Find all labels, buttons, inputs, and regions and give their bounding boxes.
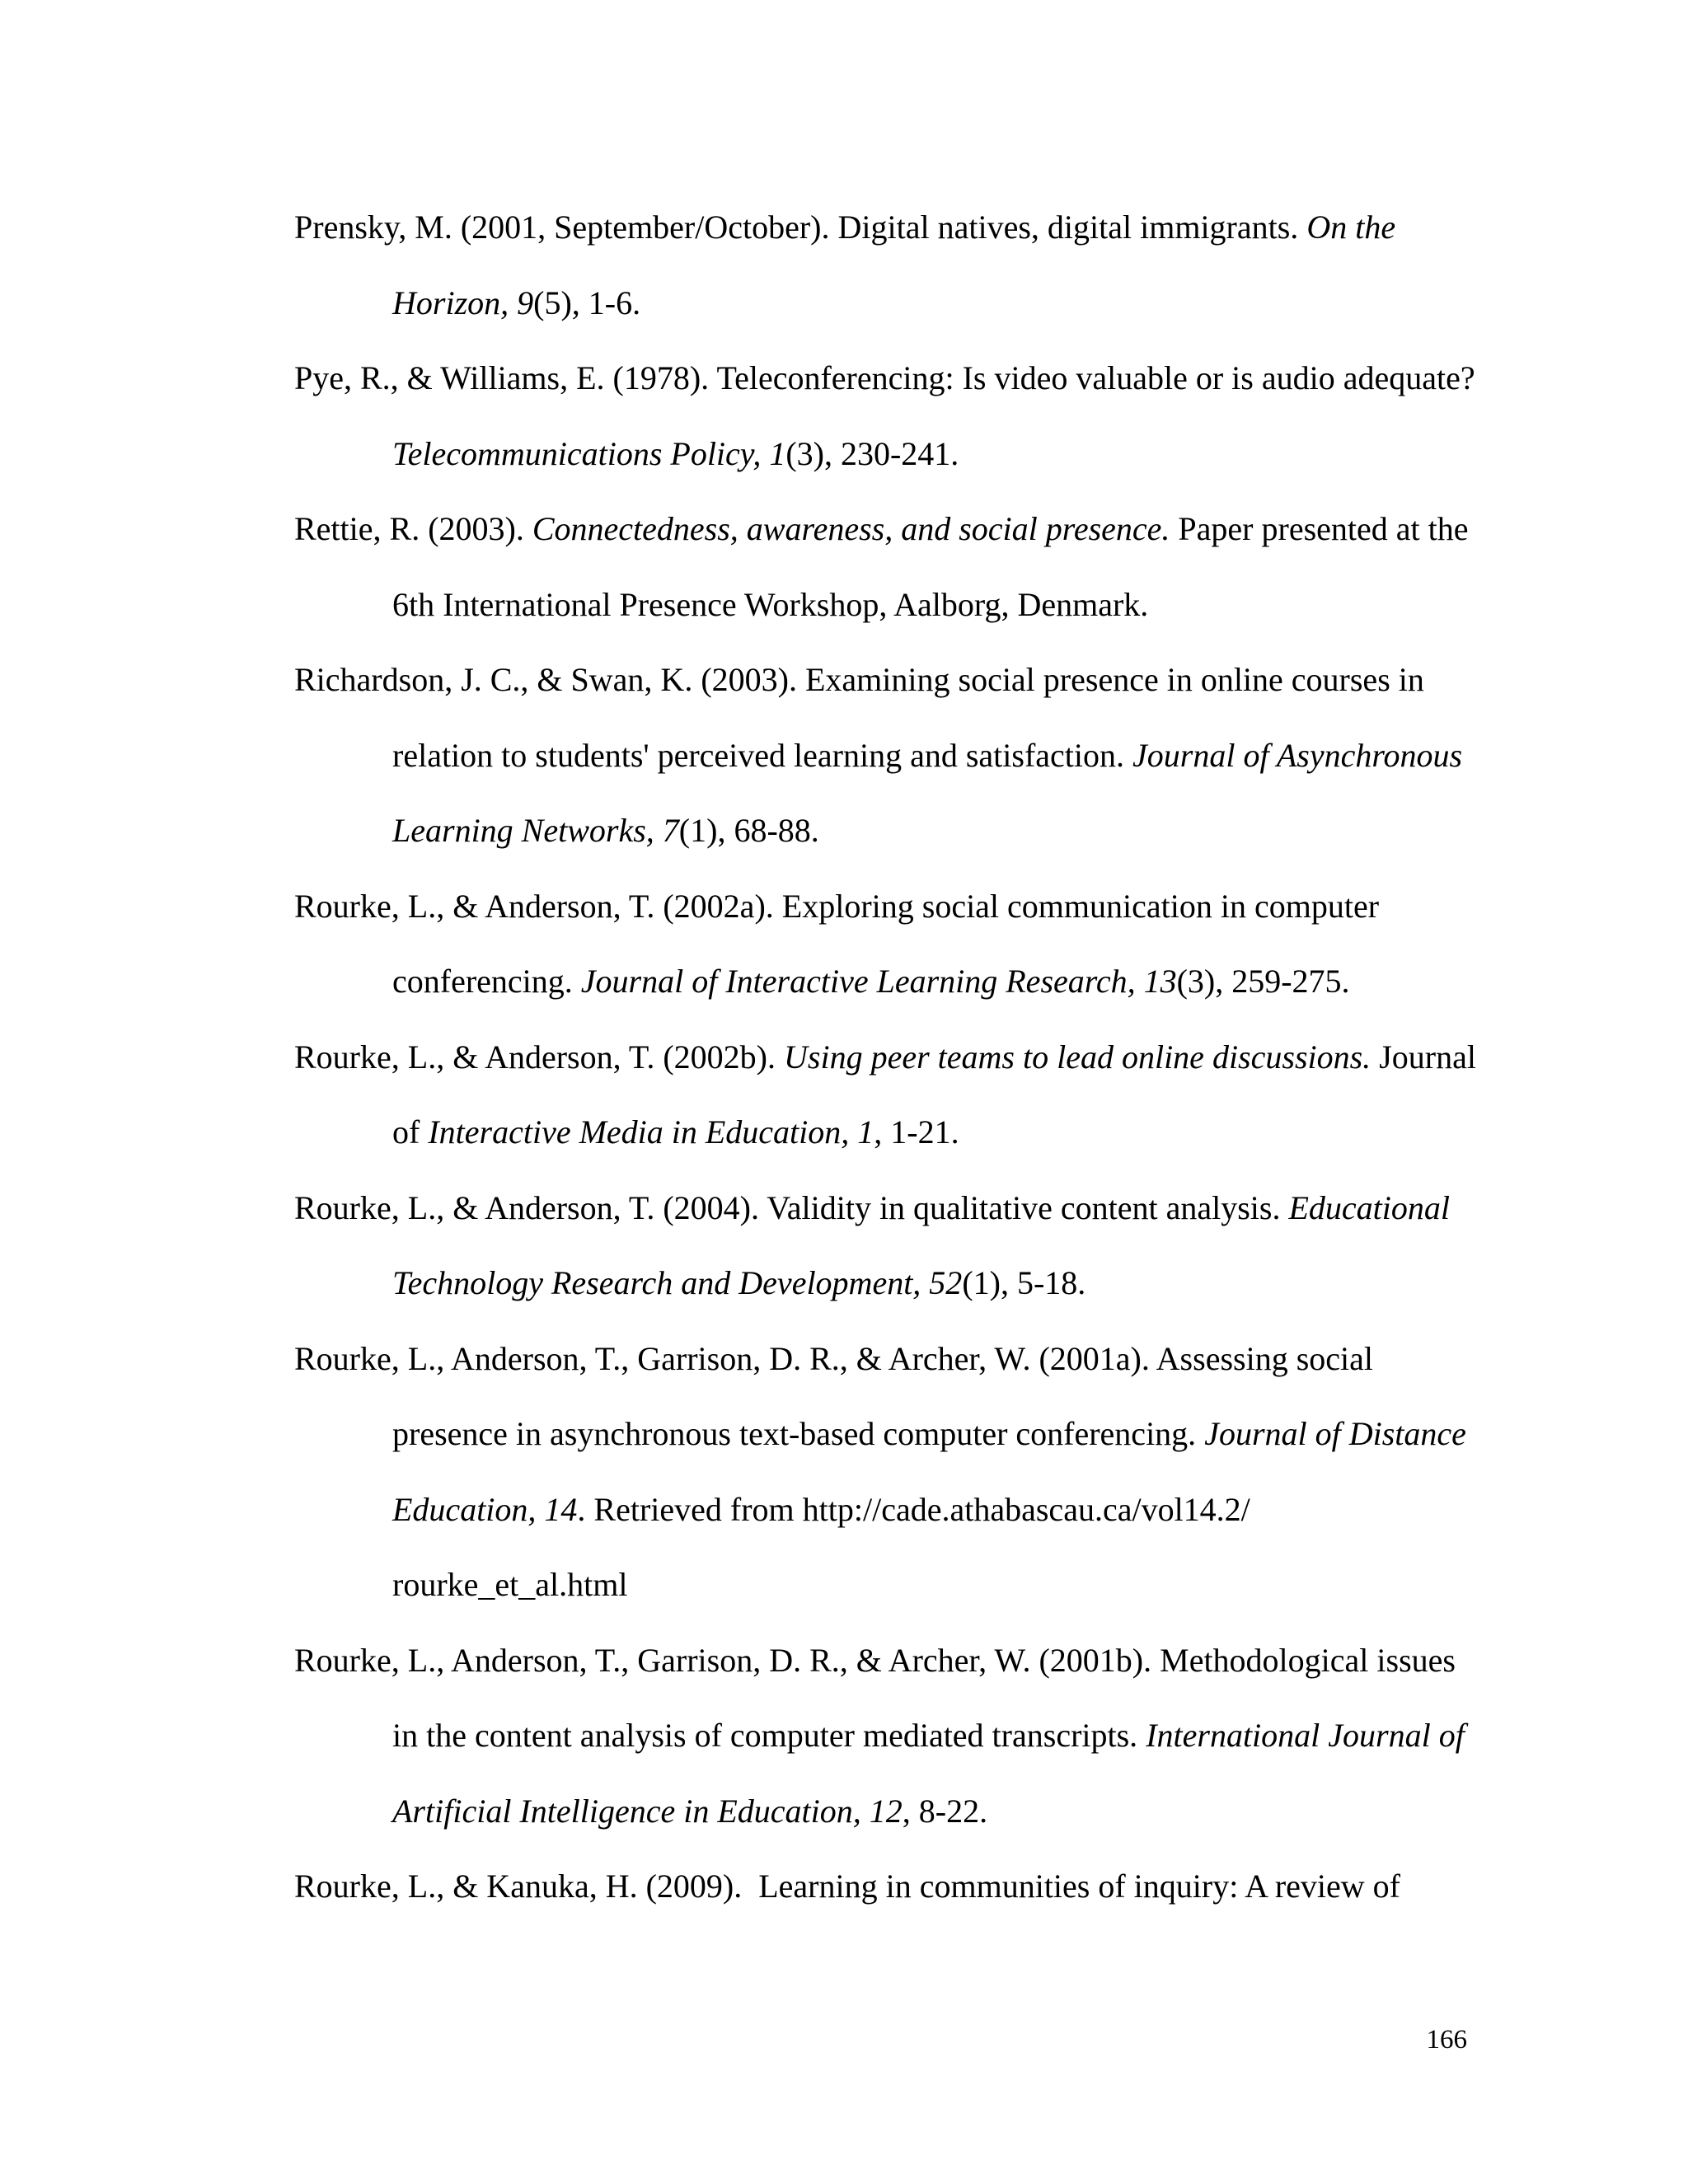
reference-entry	[294, 190, 1489, 340]
reference-details: (3), 230-241.	[785, 434, 959, 472]
reference-authors-date: Rourke, L., & Anderson, T. (2004).	[294, 1188, 767, 1226]
reference-title: Connectedness, awareness, and social presence.	[532, 510, 1170, 547]
reference-title: Assessing social presence in asynchronous text-based computer conferencing.	[392, 1339, 1373, 1452]
reference-entry	[294, 340, 1489, 491]
reference-entry	[294, 1849, 1489, 1924]
reference-source: International Journal of Artificial Intelligence in Education, 12	[392, 1717, 1465, 1830]
reference-details: (1), 68-88.	[678, 812, 819, 849]
reference-details: Paper presented at the 6th International Presence Workshop, Aalborg, Denmark.	[392, 510, 1469, 623]
reference-title: Learning in communities of inquiry: A review of	[758, 1868, 1400, 1905]
reference-entry	[294, 491, 1489, 642]
reference-authors-date: Rourke, L., & Anderson, T. (2002a).	[294, 887, 782, 925]
reference-authors-date: Rourke, L., Anderson, T., Garrison, D. R., & Archer, W. (2001b).	[294, 1641, 1160, 1679]
reference-title: Using peer teams to lead online discussions.	[784, 1038, 1372, 1076]
reference-title: Teleconferencing: Is video valuable or is audio adequate?	[716, 359, 1475, 396]
reference-journal-word: Journal of	[392, 1038, 1476, 1151]
reference-details: (1), 5-18.	[962, 1264, 1086, 1301]
reference-source: Interactive Media in Education, 1	[428, 1113, 874, 1151]
page-number: 166	[1426, 2025, 1467, 2055]
reference-title: Exploring social communication in computer conferencing.	[392, 887, 1380, 1000]
reference-details: , 8-22.	[902, 1792, 988, 1830]
reference-authors-date: Rourke, L., & Anderson, T. (2002b).	[294, 1038, 785, 1076]
reference-title: Examining social presence in online courses in relation to students' perceived learning and satisfaction.	[392, 661, 1424, 774]
reference-entry	[294, 1321, 1489, 1623]
reference-title: Methodological issues in the content analysis of computer mediated transcripts.	[392, 1641, 1456, 1754]
reference-details: . Retrieved from http://cade.athabascau.ca/vol14.2/	[577, 1490, 1250, 1528]
reference-source: On the Horizon, 9	[392, 209, 1396, 321]
reference-source: Educational Technology Research and Development, 52	[392, 1188, 1451, 1301]
reference-url-continuation: rourke_et_al.html	[392, 1566, 628, 1603]
reference-authors-date: Rettie, R. (2003).	[294, 510, 532, 547]
reference-details: (5), 1-6.	[533, 284, 641, 321]
reference-source: Telecommunications Policy, 1	[392, 434, 786, 472]
reference-authors-date: Pye, R., & Williams, E. (1978).	[294, 359, 717, 396]
reference-entry	[294, 1170, 1489, 1321]
reference-source: Journal of Asynchronous Learning Networks, 7	[392, 736, 1463, 849]
reference-entry	[294, 1623, 1489, 1849]
reference-authors-date: Rourke, L., & Kanuka, H. (2009).	[294, 1868, 759, 1905]
reference-entry	[294, 642, 1489, 869]
reference-list	[294, 190, 1489, 1924]
reference-details: (3), 259-275.	[1176, 963, 1350, 1000]
reference-title: Digital natives, digital immigrants.	[837, 209, 1307, 246]
reference-entry	[294, 1019, 1489, 1170]
reference-authors-date: Richardson, J. C., & Swan, K. (2003).	[294, 661, 805, 698]
reference-source: Journal of Interactive Learning Research, 13	[580, 963, 1177, 1000]
reference-authors-date: Prensky, M. (2001, September/October).	[294, 209, 838, 246]
reference-source: Journal of Distance Education, 14	[392, 1415, 1466, 1528]
reference-entry	[294, 869, 1489, 1019]
reference-title: Validity in qualitative content analysis.	[767, 1188, 1289, 1226]
reference-details: , 1-21.	[874, 1113, 959, 1151]
reference-authors-date: Rourke, L., Anderson, T., Garrison, D. R., & Archer, W. (2001a).	[294, 1339, 1156, 1377]
